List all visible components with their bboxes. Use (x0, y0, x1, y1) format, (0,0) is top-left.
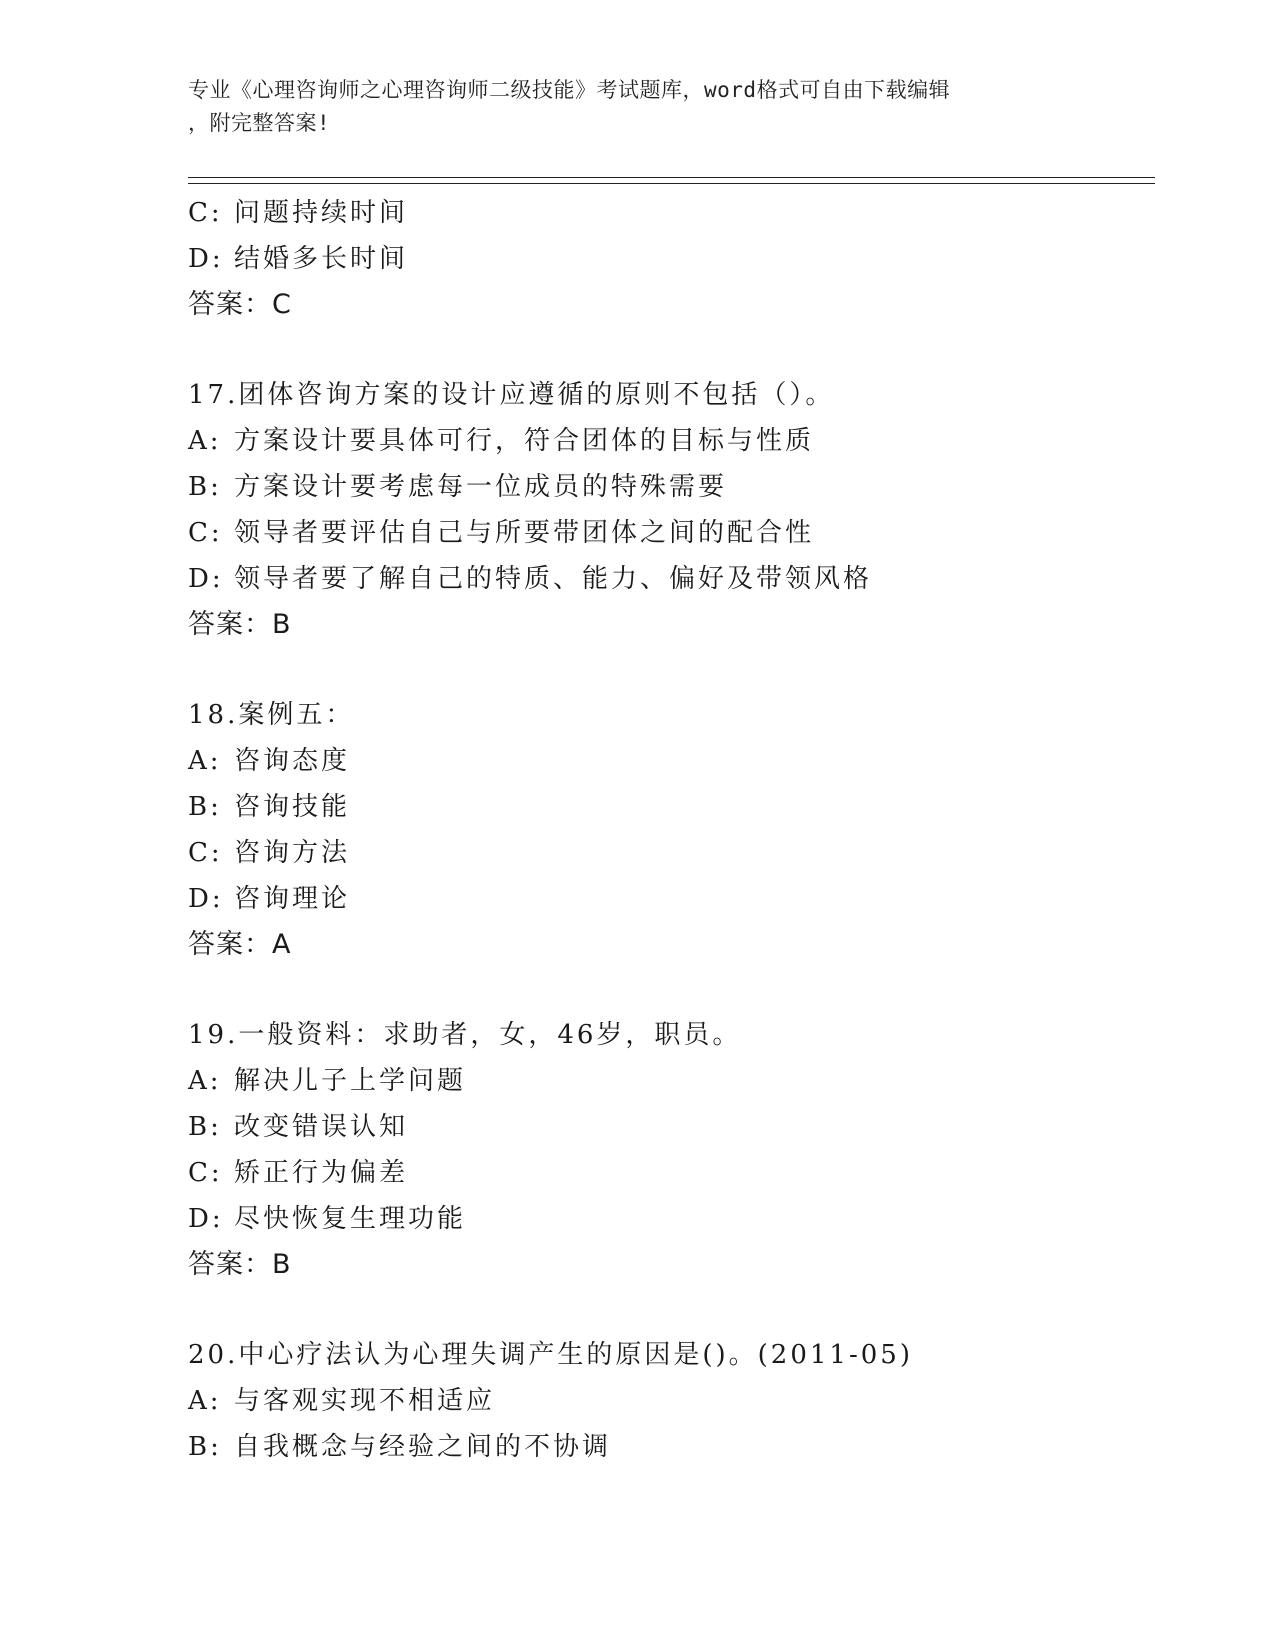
header-subtitle: ，附完整答案! (188, 111, 331, 135)
option-key: A: (188, 746, 222, 776)
option-key: C: (188, 518, 223, 548)
option-key: C: (188, 1158, 223, 1188)
answer-line: 答案：A (188, 929, 292, 960)
option-text: 领导者要了解自己的特质、能力、偏好及带领风格 (234, 564, 873, 594)
option-text: 自我概念与经验之间的不协调 (234, 1432, 612, 1462)
option-key: B: (188, 472, 222, 502)
question-block-17 (188, 372, 1148, 648)
option-key: A: (188, 426, 222, 456)
option-text: 结婚多长时间 (234, 244, 409, 274)
option-d (188, 876, 1148, 922)
option-d (188, 1196, 1148, 1242)
option-text: 与客观实现不相适应 (234, 1386, 496, 1416)
option-key: D: (188, 884, 224, 914)
option-b (188, 1424, 1148, 1470)
option-text: 咨询理论 (234, 884, 351, 914)
option-c (188, 190, 1148, 236)
option-text: 尽快恢复生理功能 (234, 1204, 467, 1234)
option-key: B: (188, 792, 222, 822)
option-text: 领导者要评估自己与所要带团体之间的配合性 (234, 518, 815, 548)
option-text: 矫正行为偏差 (234, 1158, 409, 1188)
option-text: 解决儿子上学问题 (234, 1066, 467, 1096)
option-text: 咨询态度 (234, 746, 351, 776)
option-key: B: (188, 1432, 222, 1462)
option-a (188, 1378, 1148, 1424)
option-text: 咨询方法 (234, 838, 351, 868)
option-key: D: (188, 1204, 224, 1234)
option-key: A: (188, 1066, 222, 1096)
option-b (188, 1104, 1148, 1150)
question-stem: 20.中心疗法认为心理失调产生的原因是()。(2011-05) (188, 1340, 913, 1370)
option-c (188, 510, 1148, 556)
answer-line: 答案：C (188, 289, 292, 320)
option-c (188, 830, 1148, 876)
option-c (188, 1150, 1148, 1196)
option-a (188, 1058, 1148, 1104)
question-block-19 (188, 1012, 1148, 1288)
option-d (188, 236, 1148, 282)
document-header (188, 74, 1088, 140)
option-key: C: (188, 838, 223, 868)
option-d (188, 556, 1148, 602)
option-key: D: (188, 244, 224, 274)
question-block-18 (188, 692, 1148, 968)
header-title: 专业《心理咨询师之心理咨询师二级技能》考试题库，word格式可自由下载编辑 (188, 78, 951, 102)
question-stem: 18.案例五： (188, 700, 355, 730)
question-stem: 19.一般资料：求助者，女，46岁，职员。 (188, 1020, 742, 1050)
option-key: A: (188, 1386, 222, 1416)
option-a (188, 418, 1148, 464)
option-key: D: (188, 564, 224, 594)
option-text: 改变错误认知 (234, 1112, 409, 1142)
answer-line: 答案：B (188, 1249, 292, 1280)
answer-line: 答案：B (188, 609, 292, 640)
question-list (188, 190, 1148, 1470)
header-divider-top (188, 177, 1155, 178)
option-text: 咨询技能 (234, 792, 351, 822)
option-a (188, 738, 1148, 784)
option-text: 问题持续时间 (234, 198, 409, 228)
option-b (188, 784, 1148, 830)
option-text: 方案设计要具体可行，符合团体的目标与性质 (234, 426, 815, 456)
option-b (188, 464, 1148, 510)
option-key: B: (188, 1112, 222, 1142)
question-block-20 (188, 1332, 1148, 1470)
option-text: 方案设计要考虑每一位成员的特殊需要 (234, 472, 728, 502)
header-divider-bottom (188, 183, 1155, 184)
question-stem: 17.团体咨询方案的设计应遵循的原则不包括（）。 (188, 380, 835, 410)
option-key: C: (188, 198, 223, 228)
question-block-continued (188, 190, 1148, 328)
